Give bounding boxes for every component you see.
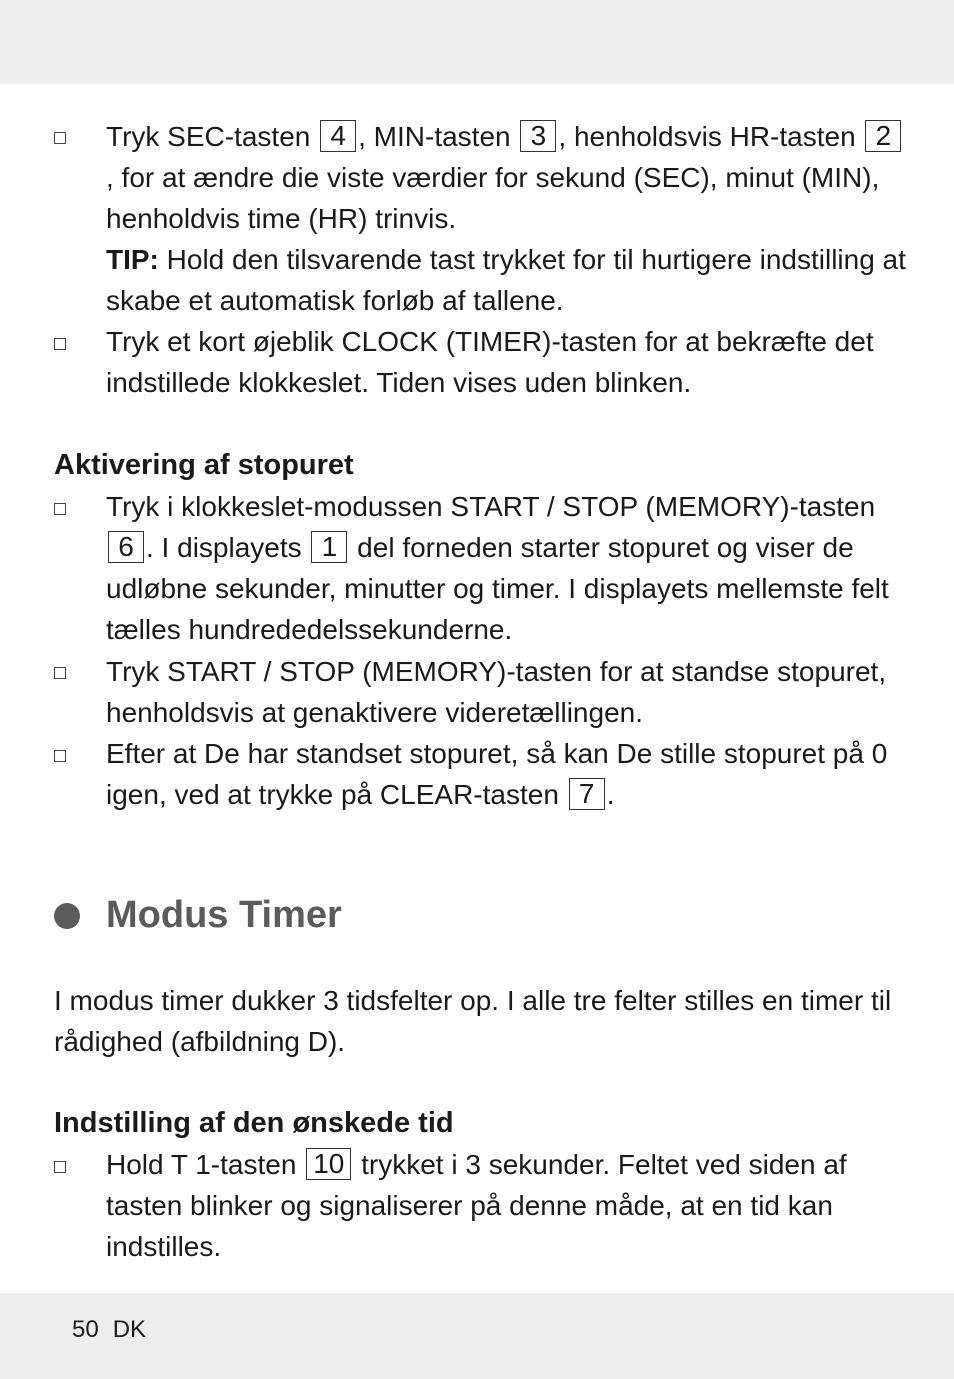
bullet-square — [54, 667, 66, 679]
list-item: Tryk START / STOP (MEMORY)-tasten for at standse stopuret, henholdsvis at genaktivere videretællingen. — [106, 656, 887, 728]
top-band — [0, 0, 954, 84]
key-ref-box: 4 — [320, 120, 356, 152]
list-item: Tryk SEC-tasten 4 , MIN-tasten 3 , henholdsvis HR-tasten 2, for at ændre die viste værdier for sekund (SEC), minut (MIN), henholdvis time (HR) trinvis. TIP: Hold den tilsvarende tast trykket for til hurtigere indstilling at skabe et automatisk forløb af tallene. — [106, 120, 906, 316]
list-item: Tryk i klokkeslet-modussen START / STOP (MEMORY)-tasten 6 . I displayets 1 del forneden starter stopuret og viser de udløbne sekunder, minutter og timer. I displayets mellemste felt tælles hundrededelssekunderne. — [106, 491, 889, 645]
key-ref-box: 7 — [569, 778, 605, 810]
key-ref-box: 1 — [311, 531, 347, 563]
tip-text: Hold den tilsvarende tast trykket for til hurtigere indstilling at skabe et automatisk forløb af tallene. — [106, 244, 906, 316]
heading-bullet-icon — [54, 903, 80, 929]
list-item: Hold T 1-tasten 10 trykket i 3 sekunder. Feltet ved siden af tasten blinker og signaliserer på denne måde, at en tid kan indstilles. — [106, 1148, 847, 1262]
language-code: DK — [112, 1316, 147, 1343]
section-subheading: Indstilling af den ønskede tid — [54, 1107, 454, 1139]
tip-label: TIP: — [106, 244, 159, 275]
bullet-square — [54, 132, 66, 144]
list-item: Efter at De har standset stopuret, så kan De stille stopuret på 0 igen, ved at trykke på CLEAR-tasten 7 . — [106, 738, 888, 810]
bullet-square — [54, 750, 66, 762]
intro-paragraph: I modus timer dukker 3 tidsfelter op. I alle tre felter stilles en timer til rådighed (afbildning D). — [54, 985, 892, 1057]
bullet-square — [54, 1161, 66, 1173]
section-subheading: Aktivering af stopuret — [54, 449, 354, 481]
key-ref-box: 10 — [306, 1148, 351, 1180]
bullet-square — [54, 338, 66, 350]
section-heading: Modus Timer — [106, 894, 342, 936]
page-number: 50 — [72, 1316, 99, 1343]
page-footer — [72, 1316, 160, 1344]
key-ref-box: 6 — [108, 531, 144, 563]
key-ref-box: 2 — [865, 120, 901, 152]
list-item: Tryk et kort øjeblik CLOCK (TIMER)-tasten for at bekræfte det indstillede klokkeslet. Tiden vises uden blinken. — [106, 326, 874, 398]
key-ref-box: 3 — [520, 120, 556, 152]
bullet-square — [54, 503, 66, 515]
